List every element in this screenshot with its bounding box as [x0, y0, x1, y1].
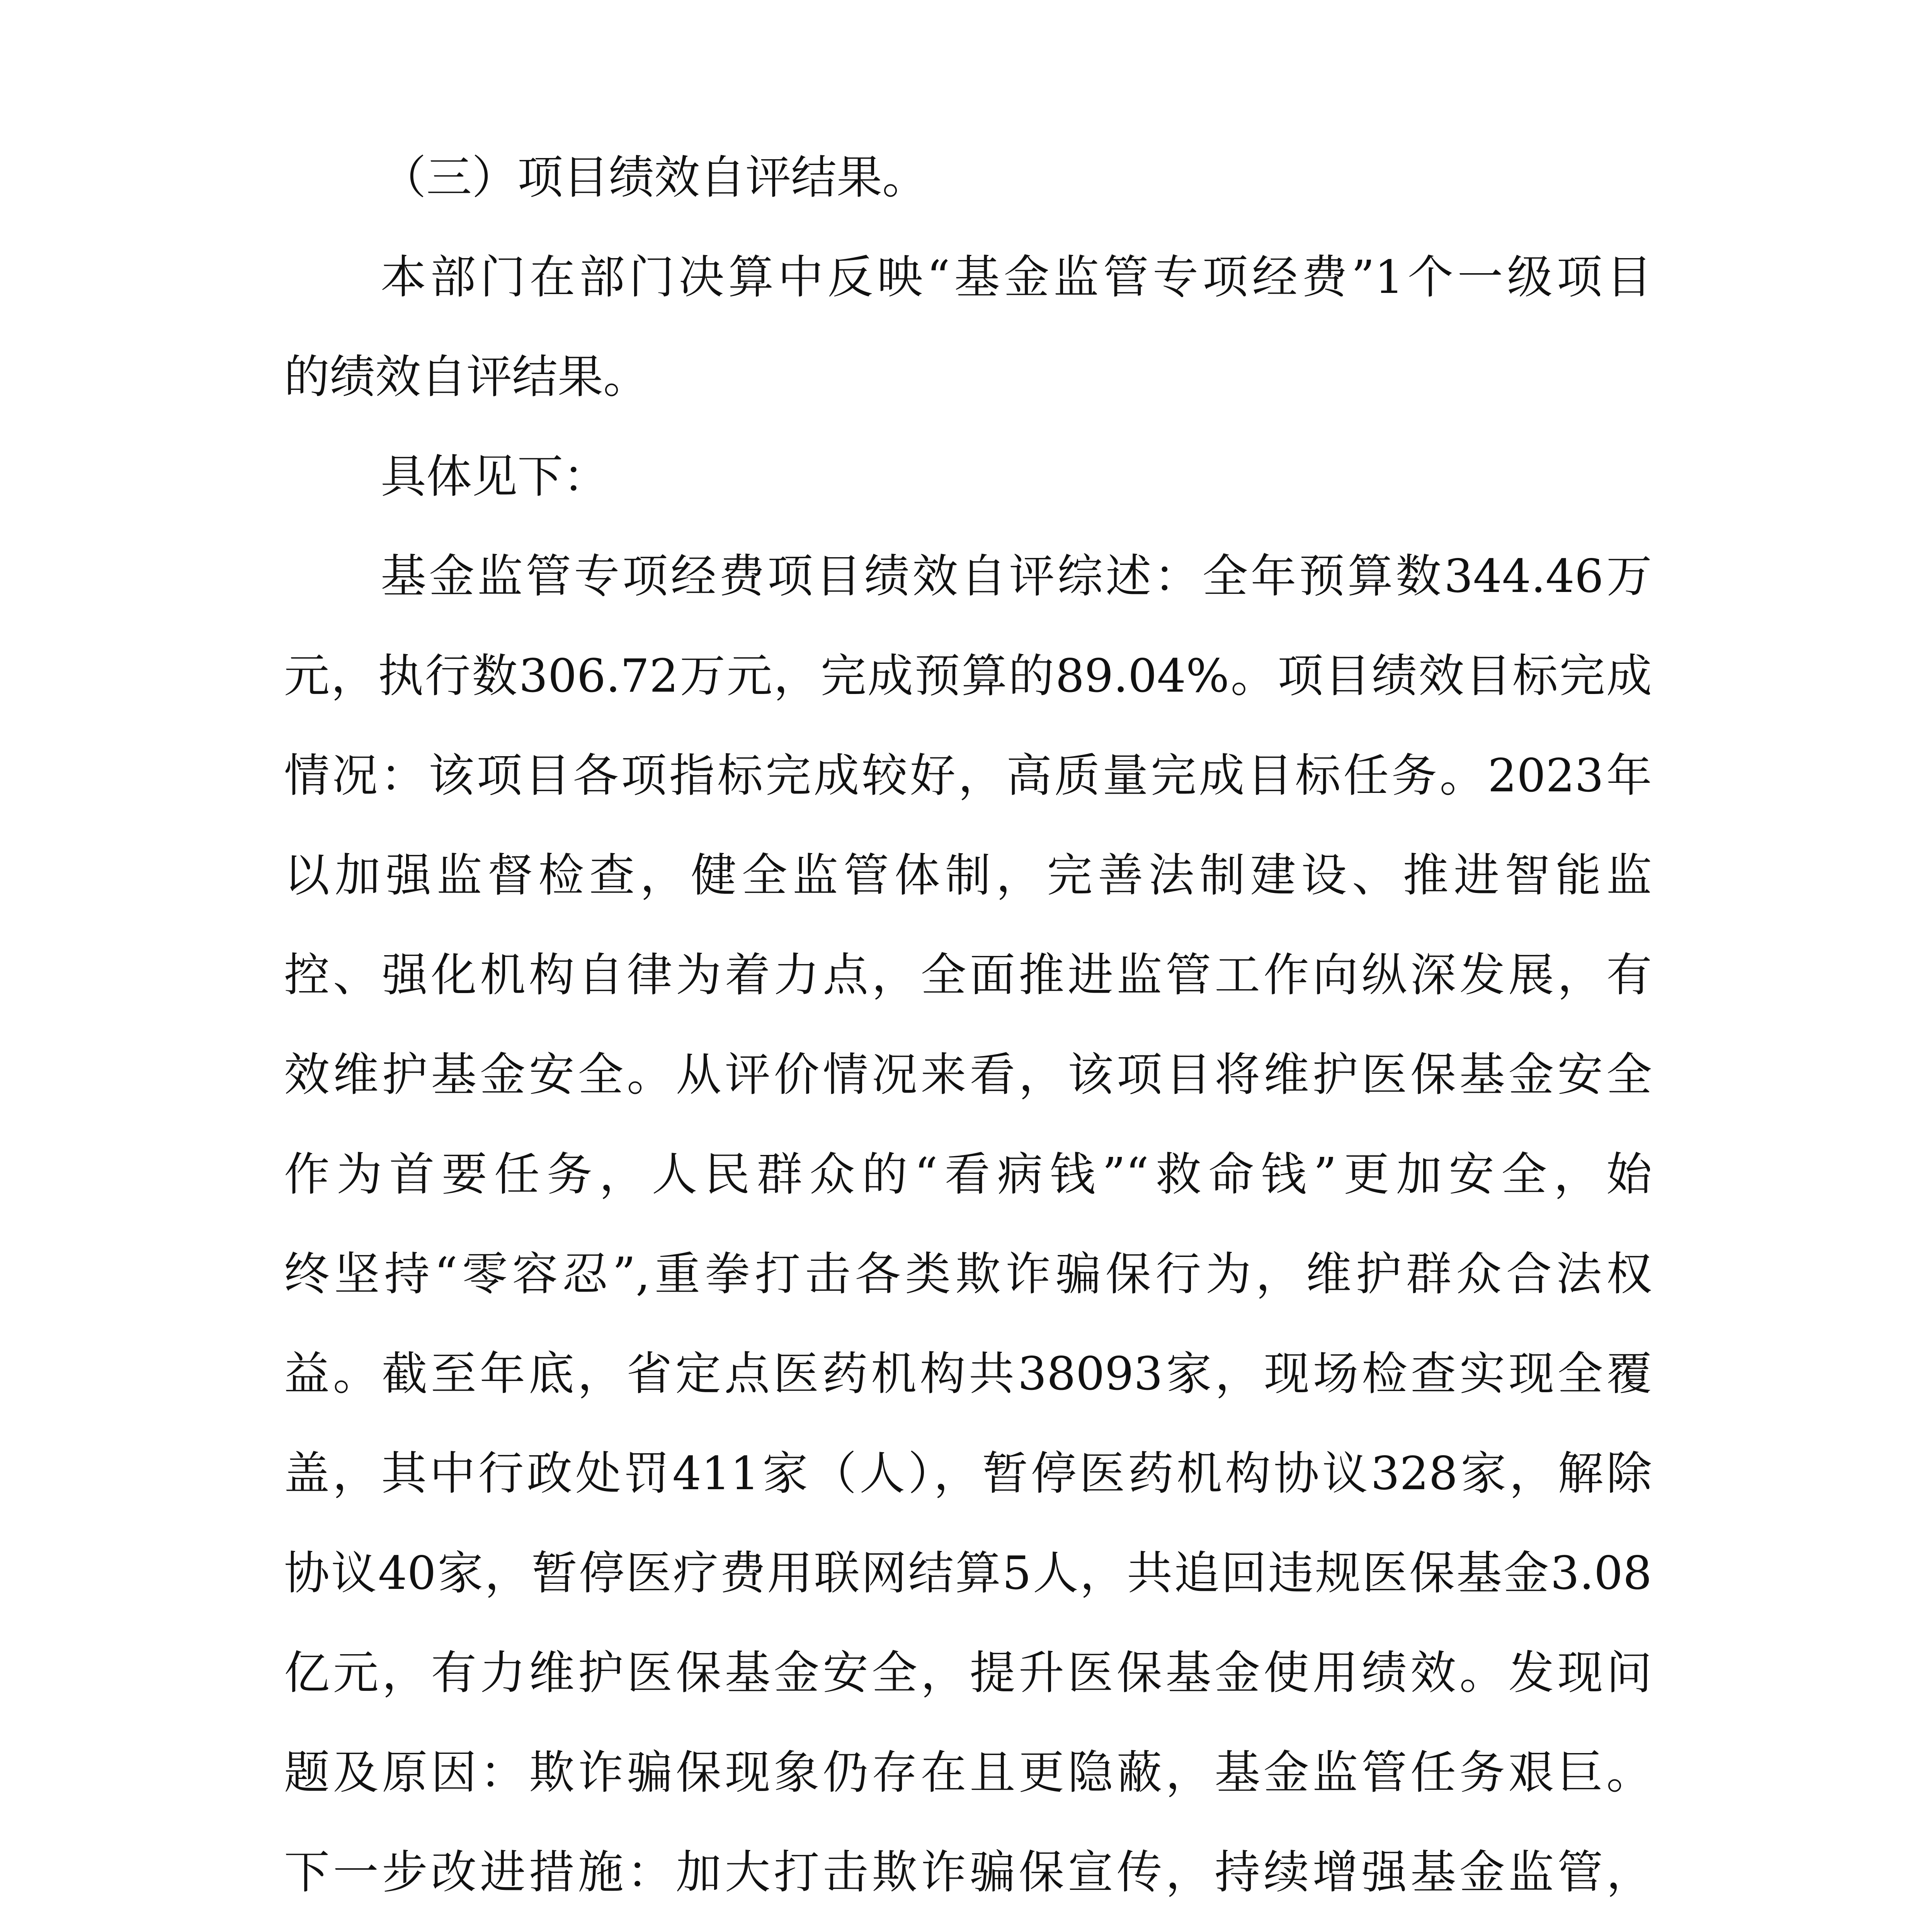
document-body	[284, 128, 1652, 1932]
intro-line-1: 本部门在部门决算中反映“基金监管专项经费”1个一级项目	[381, 250, 1652, 304]
see-below-line: 具体见下：	[381, 450, 609, 503]
summary-line-6: 效维护基金安全。从评价情况来看，该项目将维护医保基金安全	[284, 1048, 1652, 1101]
summary-line-1: 基金监管专项经费项目绩效自评综述：全年预算数344.46万	[381, 549, 1652, 603]
intro-line-2: 的绩效自评结果。	[284, 350, 649, 403]
summary-line-8: 终坚持“零容忍”,重拳打击各类欺诈骗保行为，维护群众合法权	[284, 1247, 1652, 1301]
section-heading: （三）项目绩效自评结果。	[381, 151, 928, 204]
summary-line-3: 情况：该项目各项指标完成较好，高质量完成目标任务。2023年	[284, 749, 1652, 802]
summary-line-5: 控、强化机构自律为着力点，全面推进监管工作向纵深发展，有	[284, 948, 1652, 1002]
summary-line-11: 协议40家，暂停医疗费用联网结算5人，共追回违规医保基金3.08	[284, 1546, 1652, 1600]
summary-line-14: 下一步改进措施：加大打击欺诈骗保宣传，持续增强基金监管，	[284, 1845, 1652, 1899]
summary-line-13: 题及原因：欺诈骗保现象仍存在且更隐蔽，基金监管任务艰巨。	[284, 1746, 1652, 1799]
summary-line-7: 作为首要任务，人民群众的“看病钱”“救命钱”更加安全，始	[284, 1148, 1652, 1201]
summary-line-10: 盖，其中行政处罚411家（人），暂停医药机构协议328家，解除	[284, 1447, 1652, 1500]
summary-line-9: 益。截至年底，省定点医药机构共38093家，现场检查实现全覆	[284, 1347, 1652, 1400]
summary-line-15	[284, 1922, 1652, 1932]
summary-line-2: 元，执行数306.72万元，完成预算的89.04%。项目绩效目标完成	[284, 649, 1652, 702]
summary-line-12: 亿元，有力维护医保基金安全，提升医保基金使用绩效。发现问	[284, 1646, 1652, 1699]
summary-line-4: 以加强监督检查，健全监管体制，完善法制建设、推进智能监	[284, 849, 1652, 902]
